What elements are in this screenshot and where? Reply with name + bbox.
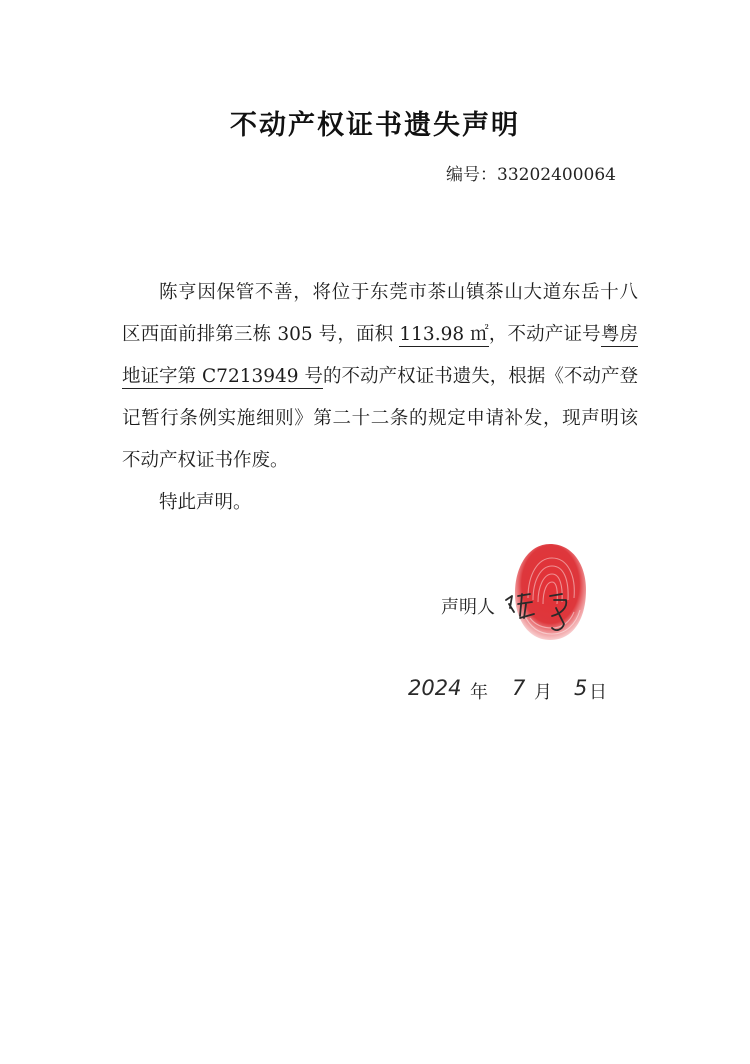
serial-number: 编号：33202400064 <box>446 165 616 185</box>
date-year-char: 年 <box>470 682 488 703</box>
document-title: 不动产权证书遗失声明 <box>230 110 520 141</box>
declaration-body <box>122 272 638 524</box>
date-day-char: 日 <box>589 682 607 703</box>
area-value: 113.98 ㎡ <box>399 324 489 345</box>
date-month-char: 月 <box>534 682 552 703</box>
date-year: 2024 <box>408 676 462 700</box>
paragraph-text-3: 的不动产权证书遗失，根据《不动产登记暂行条例实施细则》第二十二条的规定申请补发，现声明该不动产权证书作废。 <box>122 366 638 471</box>
certificate-number: 粤房地证字第 C7213949 号 <box>122 324 638 387</box>
paragraph-text-2: ，不动产证号 <box>488 324 601 345</box>
date-month: 7 <box>512 676 526 700</box>
declaration-paragraph <box>122 272 638 482</box>
paragraph-text-1: 陈亨因保管不善，将位于东莞市茶山镇茶山大道东岳十八区西面前排第三栋 305 号，面积 <box>122 282 638 345</box>
declarant-label: 声明人 <box>441 597 495 618</box>
date-day: 5 <box>574 676 588 700</box>
signing-date <box>408 672 628 712</box>
handwritten-signature <box>502 586 592 646</box>
closing-statement: 特此声明。 <box>159 492 252 513</box>
